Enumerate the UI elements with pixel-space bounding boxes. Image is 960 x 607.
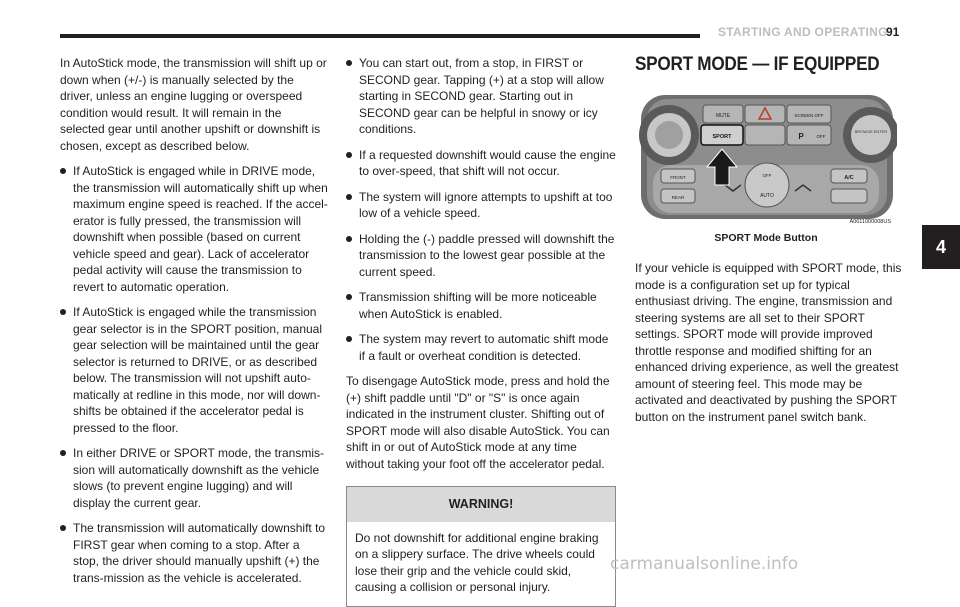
bullet-item: If AutoStick is engaged while the transmission gear selector is in the SPORT position, manual gear selection will be maintained until the gear selector is returned to DRIVE, or as described below. The transmission will not upshift auto-matically at redline in this mode, nor will down-shifts be obtained if the accelerator pedal is pressed to the floor.	[60, 304, 328, 436]
chapter-tab[interactable]: 4	[922, 225, 960, 269]
rear-label: REAR	[671, 194, 685, 200]
recirc-button	[831, 189, 867, 203]
warning-text: Do not downshift for additional engine braking on a slippery surface. The drive wheels could lose their grip and the vehicle could skid, causing a collision or personal injury.	[355, 530, 599, 594]
bullet-item: Holding the (-) paddle pressed will downshift the transmission to the lowest gear possible at the current speed.	[346, 231, 616, 281]
autostick-intro: In AutoStick mode, the transmission will shift up or down when (+/-) is manually selected by the driver, unless an engine lugging or overspeed condition would result. It will remain in the selected gear until another upshift or downshift is chosen, except as described below.	[60, 56, 327, 153]
disengage-paragraph: To disengage AutoStick mode, press and hold the (+) shift paddle until "D" or "S" is once again indicated in the instrument cluster. Shifting out of SPORT mode will also disable AutoStick. You can shift in or out of AutoStick mode at any time without taking your foot off the accelerator pedal.	[346, 374, 610, 471]
column-3	[635, 55, 905, 434]
fan-knob	[745, 163, 789, 207]
bullet-item: You can start out, from a stop, in FIRST or SECOND gear. Tapping (+) at a stop will allow starting in SECOND gear. Starting out in SECOND gear can be helpful in snowy or icy conditions.	[346, 55, 616, 138]
warning-title: WARNING!	[347, 487, 615, 522]
bullet-item: The transmission will automatically downshift to FIRST gear when coming to a stop. After a stop, the driver should manually upshift (+) the trans-mission as the vehicle is accelerated.	[60, 520, 328, 586]
bullet-item: Transmission shifting will be more noticeable when AutoStick is enabled.	[346, 289, 616, 322]
fan-off-label: OFF	[762, 172, 772, 178]
off-label: OFF	[816, 133, 826, 139]
volume-knob-center	[655, 121, 683, 149]
page-number: 91	[886, 25, 900, 39]
auto-label: AUTO	[760, 192, 774, 199]
autostick-bullets	[60, 163, 328, 586]
image-code: A0611000008US	[849, 218, 891, 225]
tune-knob-face	[851, 115, 891, 155]
sport-mode-figure	[635, 85, 897, 225]
header-rule	[60, 34, 700, 38]
ac-label: A/C	[844, 174, 854, 181]
bullet-item: If a requested downshift would cause the engine to over-speed, that shift will not occur.	[346, 147, 616, 180]
park-label: P	[798, 131, 804, 141]
warning-box	[346, 486, 616, 607]
column-2	[346, 55, 616, 607]
sport-label: SPORT	[712, 133, 732, 140]
figure-caption: SPORT Mode Button	[714, 231, 818, 244]
mute-label: MUTE	[715, 112, 731, 119]
watermark: carmanualsonline.info	[610, 554, 799, 574]
running-header: STARTING AND OPERATING	[718, 25, 888, 39]
bullet-item: The system may revert to automatic shift mode if a fault or overheat condition is detected.	[346, 331, 616, 364]
traction-button	[745, 125, 785, 145]
section-title: SPORT MODE — IF EQUIPPED	[635, 53, 880, 75]
switch-bank-illustration	[635, 85, 897, 225]
bullet-item: The system will ignore attempts to upshift at too low of a vehicle speed.	[346, 189, 616, 222]
bullet-item: In either DRIVE or SPORT mode, the transmis-sion will automatically downshift as the vehicle slows (to prevent engine lugging) and will display the current gear.	[60, 445, 328, 511]
sport-mode-paragraph: If your vehicle is equipped with SPORT mode, this mode is a configuration set up for typical enthusiast driving. The engine, transmission and steering systems are all set to their SPORT settings. SPORT mode will provide improved throttle response and modified shifting for an enhanced driving experience, as well the greatest amount of steering feel. This mode may be activated and deactivated by pushing the SPORT button on the instrument panel switch bank.	[635, 261, 902, 424]
screen-off-label: SCREEN OFF	[794, 112, 824, 118]
autostick-bullets-continued	[346, 55, 616, 364]
bullet-item: If AutoStick is engaged while in DRIVE mode, the transmission will automatically shift up when maximum engine speed is reached. If the accel-erator is fully pressed, the transmission will downshift when possible (based on current vehicle speed and gear). Lack of accelerator pedal activity will cause the transmission to revert to automatic operation.	[60, 163, 328, 295]
browse-enter-label: BROWSE ENTER	[854, 128, 888, 134]
column-1	[60, 55, 328, 595]
front-label: FRONT	[670, 174, 686, 180]
